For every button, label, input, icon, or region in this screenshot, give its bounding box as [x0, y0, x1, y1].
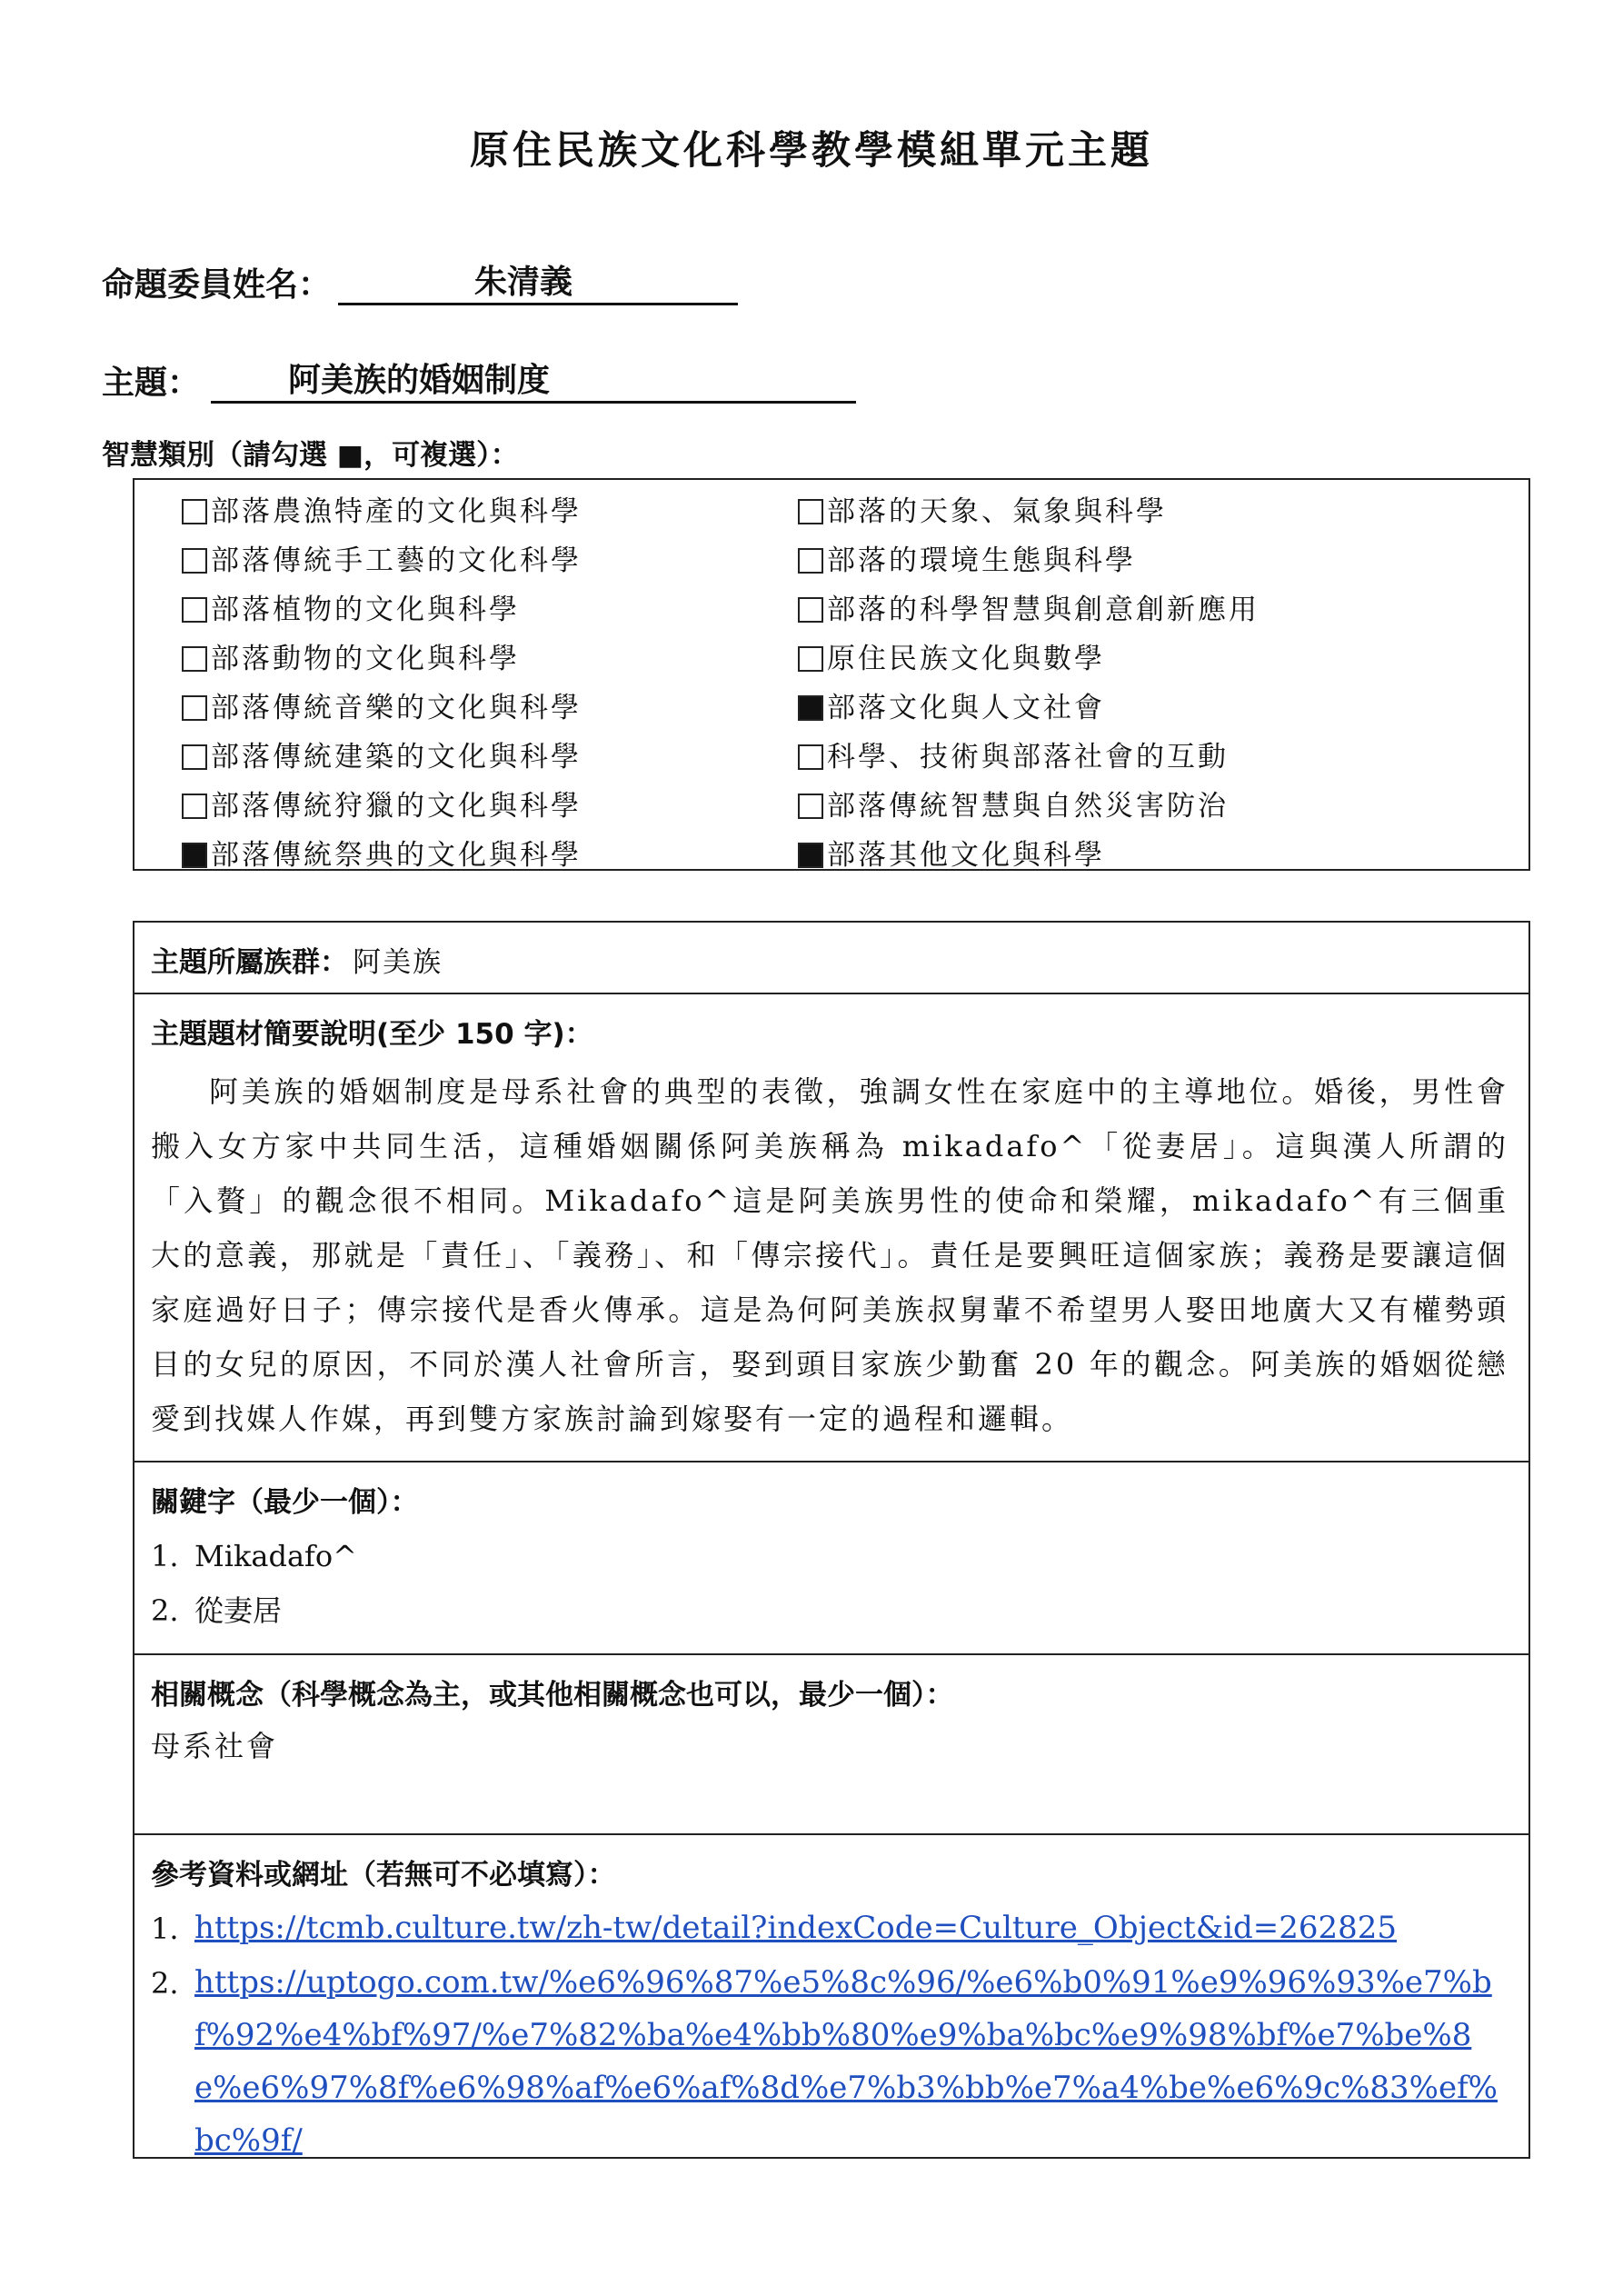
category-label: 部落的環境生態與科學 — [827, 544, 1136, 577]
ethnic-group-section — [134, 923, 1528, 994]
category-label: 部落文化與人文社會 — [827, 692, 1105, 724]
checkbox[interactable] — [798, 548, 823, 574]
categories-box — [133, 478, 1530, 871]
category-label: 部落傳統智慧與自然災害防治 — [827, 790, 1229, 823]
reference-item — [151, 1956, 1512, 2167]
category-item — [798, 684, 1260, 733]
checkbox[interactable] — [798, 695, 823, 721]
topic-value: 阿美族的婚姻制度 — [211, 354, 856, 404]
reference-link[interactable]: https://uptogo.com.tw/%e6%96%87%e5%8c%96/%e6%b0%91%e9%96%93%e7%bf%92%e4%bf%97/%e7%82%ba%e4%bb%80%e9%ba%bc%e9%98%bf%e7%be%8e%e6%97%8f%e6%98%af%e6%af%8d%e7%b3%bb%e7%a4%be%e6%9c%83%ef%bc%9f/ — [194, 1964, 1498, 2159]
author-value: 朱清義 — [338, 256, 738, 305]
summary-label: 主題題材簡要說明(至少 150 字)： — [151, 1018, 593, 1051]
category-label: 部落動物的文化與科學 — [211, 643, 520, 675]
categories-right-column — [798, 487, 1260, 880]
category-label: 部落傳統狩獵的文化與科學 — [211, 790, 582, 823]
checkbox[interactable] — [182, 597, 207, 623]
author-label: 命題委員姓名： — [102, 266, 332, 304]
keyword-item — [151, 1529, 1512, 1583]
categories-heading: 智慧類別（請勾選 ■，可複選）： — [102, 439, 519, 472]
checkbox[interactable] — [182, 843, 207, 868]
ethnic-group-label: 主題所屬族群： — [151, 946, 348, 979]
references-label: 參考資料或網址（若無可不必填寫）： — [151, 1859, 616, 1892]
category-item — [182, 733, 582, 782]
keyword-text: Mikadafo^ — [194, 1539, 357, 1573]
category-item — [798, 536, 1260, 585]
category-label: 部落其他文化與科學 — [827, 839, 1105, 872]
keywords-section — [134, 1462, 1528, 1655]
concepts-value: 母系社會 — [151, 1729, 279, 1763]
topic-row — [102, 354, 856, 404]
keyword-item — [151, 1583, 1512, 1638]
category-item — [798, 782, 1260, 831]
category-item — [182, 487, 582, 536]
keywords-list — [151, 1529, 1512, 1638]
category-label: 原住民族文化與數學 — [827, 643, 1105, 675]
summary-section — [134, 994, 1528, 1462]
references-list — [151, 1902, 1512, 2167]
category-label: 部落的天象、氣象與科學 — [827, 495, 1167, 528]
concepts-section — [134, 1655, 1528, 1835]
page-title: 原住民族文化科學教學模組單元主題 — [470, 128, 1153, 174]
category-label: 部落的科學智慧與創意創新應用 — [827, 594, 1260, 626]
checkbox[interactable] — [182, 548, 207, 574]
category-item — [798, 634, 1260, 684]
keyword-text: 從妻居 — [194, 1593, 283, 1628]
category-item — [798, 831, 1260, 880]
checkbox[interactable] — [798, 499, 823, 524]
references-section — [134, 1835, 1528, 2161]
checkbox[interactable] — [798, 794, 823, 819]
checkbox[interactable] — [182, 744, 207, 770]
reference-number: 2. — [151, 1966, 179, 2001]
category-item — [182, 782, 582, 831]
checkbox[interactable] — [182, 499, 207, 524]
category-label: 科學、技術與部落社會的互動 — [827, 741, 1229, 774]
category-item — [182, 634, 582, 684]
reference-item — [151, 1902, 1512, 1956]
category-item — [182, 684, 582, 733]
checkbox[interactable] — [798, 646, 823, 672]
category-item — [182, 831, 582, 880]
category-label: 部落農漁特產的文化與科學 — [211, 495, 582, 528]
keywords-label: 關鍵字（最少一個）： — [151, 1486, 419, 1519]
checkbox[interactable] — [182, 695, 207, 721]
checkbox[interactable] — [798, 843, 823, 868]
checkbox[interactable] — [798, 597, 823, 623]
info-table — [133, 921, 1530, 2159]
category-item — [182, 536, 582, 585]
author-row — [102, 256, 738, 305]
checkbox[interactable] — [798, 744, 823, 770]
topic-label: 主題： — [102, 364, 201, 402]
category-label: 部落植物的文化與科學 — [211, 594, 520, 626]
summary-text: 阿美族的婚姻制度是母系社會的典型的表徵，強調女性在家庭中的主導地位。婚後，男性會搬入女方家中共同生活，這種婚姻關係阿美族稱為 mikadafo^「從妻居」。這與漢人所謂的「入贅」的觀念很不相同。Mikadafo^這是阿美族男性的使命和榮耀，mikadafo^有三個重大的意義，那就是「責任」、「義務」、和「傳宗接代」。責任是要興旺這個家族；義務是要讓這個家庭過好日子；傳宗接代是香火傳承。這是為何阿美族叔舅輩不希望男人娶田地廣大又有權勢頭目的女兒的原因，不同於漢人社會所言，娶到頭目家族少勤奮 20 年的觀念。阿美族的婚姻從戀愛到找媒人作媒，再到雙方家族討論到嫁娶有一定的過程和邏輯。 — [151, 1074, 1508, 1436]
category-label: 部落傳統音樂的文化與科學 — [211, 692, 582, 724]
checkbox[interactable] — [182, 646, 207, 672]
reference-number: 1. — [151, 1912, 179, 1946]
ethnic-group-value: 阿美族 — [353, 946, 443, 979]
keyword-number: 2. — [151, 1593, 179, 1628]
category-item — [182, 585, 582, 634]
category-label: 部落傳統手工藝的文化科學 — [211, 544, 582, 577]
category-item — [798, 487, 1260, 536]
keyword-number: 1. — [151, 1539, 179, 1573]
concepts-label: 相關概念（科學概念為主，或其他相關概念也可以，最少一個）： — [151, 1679, 954, 1712]
category-label: 部落傳統祭典的文化與科學 — [211, 839, 582, 872]
categories-left-column — [182, 487, 582, 880]
category-item — [798, 733, 1260, 782]
reference-link[interactable]: https://tcmb.culture.tw/zh-tw/detail?indexCode=Culture_Object&id=262825 — [194, 1910, 1398, 1946]
checkbox[interactable] — [182, 794, 207, 819]
category-label: 部落傳統建築的文化與科學 — [211, 741, 582, 774]
category-item — [798, 585, 1260, 634]
